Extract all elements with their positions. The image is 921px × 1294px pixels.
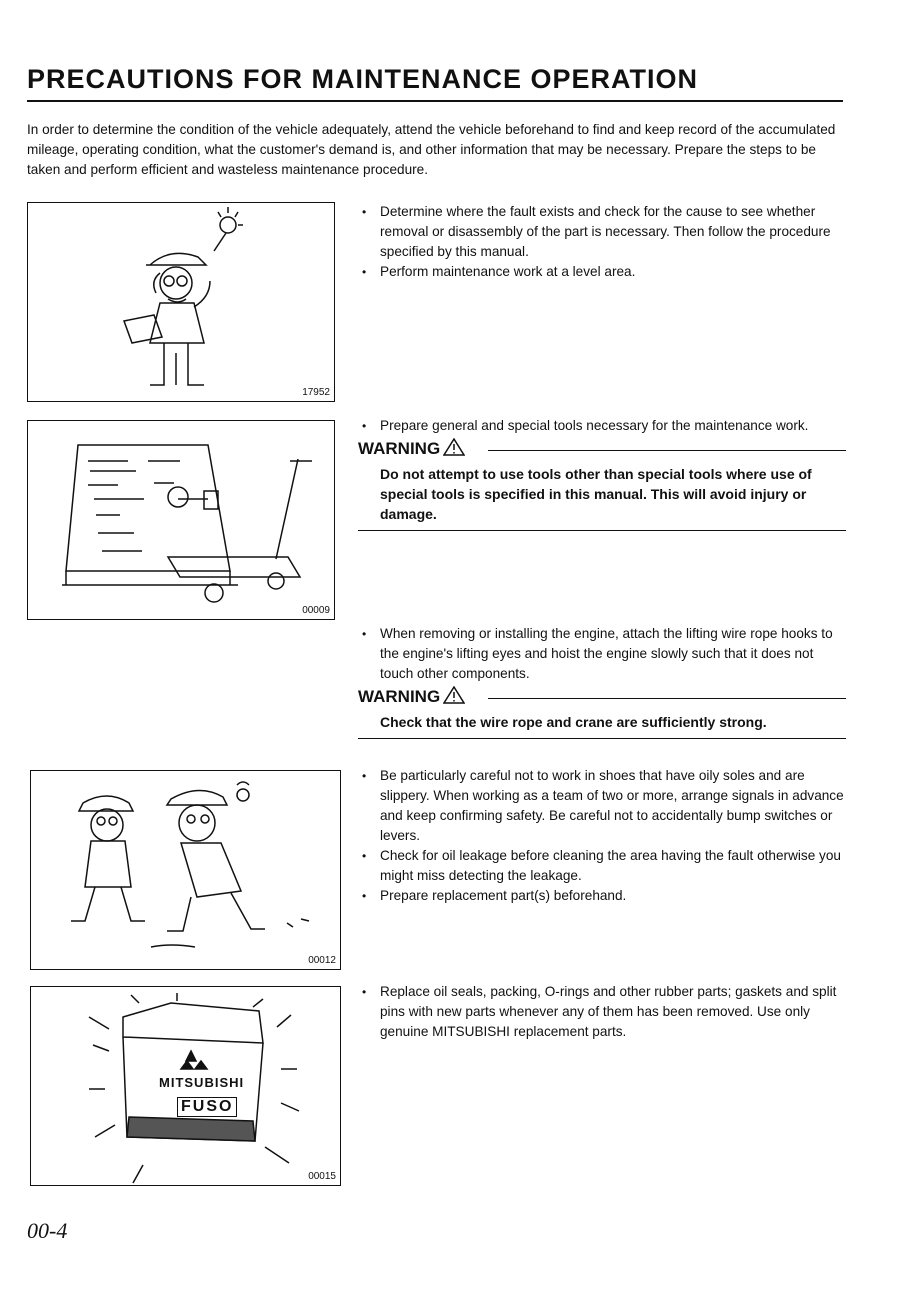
page-title: PRECAUTIONS FOR MAINTENANCE OPERATION	[27, 64, 699, 94]
section-safety	[358, 766, 846, 906]
warning-text: Do not attempt to use tools other than special tools where use of special tools is specified in this manual. This will avoid injury or damage.	[380, 466, 812, 522]
figure-mechanic-thinking	[27, 202, 335, 402]
figure-number: 00009	[302, 605, 330, 616]
warning-text: Check that the wire rope and crane are sufficiently strong.	[380, 714, 767, 730]
figure-slipping-workers	[30, 770, 341, 970]
warning-triangle-icon	[443, 438, 465, 456]
section-fault-check	[358, 202, 846, 282]
title-rule	[27, 100, 843, 102]
intro-paragraph: In order to determine the condition of the vehicle adequately, attend the vehicle beforehand to find and keep record of the accumulated mileage, operating condition, what the customer's demand is, and other information that may be necessary. Prepare the steps to be taken and perform efficient and wasteless maintenance procedure.	[27, 122, 836, 177]
warning-label: WARNING	[358, 686, 471, 707]
box-sub-text: FUSO	[177, 1097, 237, 1117]
figure-tool-board	[27, 420, 335, 620]
bullet-item: • Prepare replacement part(s) beforehand.	[358, 886, 846, 906]
page-number: 00-4	[27, 1218, 68, 1243]
bullet-item: • When removing or installing the engine, attach the lifting wire rope hooks to the engine's lifting eyes and hoist the engine slowly such that it does not touch other components.	[358, 624, 846, 684]
bullet-item: • Replace oil seals, packing, O-rings and other rubber parts; gaskets and split pins with new parts whenever any of them has been removed. Use only genuine MITSUBISHI replacement parts.	[358, 982, 846, 1042]
bullet-item: • Be particularly careful not to work in shoes that have oily soles and are slippery. When working as a team of two or more, arrange signals in advance and keep confirming safety. Be careful not to accidentally bump switches or levers.	[358, 766, 846, 846]
figure-genuine-parts-box	[30, 986, 341, 1186]
warning-rule	[488, 450, 846, 451]
figure-number: 17952	[302, 387, 330, 398]
warning-header	[358, 438, 846, 464]
figure-number: 00015	[308, 1171, 336, 1182]
warning-rule	[488, 698, 846, 699]
warning-header	[358, 686, 846, 712]
box-brand-text: MITSUBISHI	[159, 1075, 245, 1090]
bullet-item: • Determine where the fault exists and check for the cause to see whether removal or disassembly of the part is necessary. Then follow the procedure specified by this manual.	[358, 202, 846, 262]
tool-board-jack-illustration	[28, 421, 334, 619]
mechanic-thinking-illustration	[28, 203, 334, 401]
section-replacement-parts	[358, 982, 846, 1042]
bullet-item: • Perform maintenance work at a level area.	[358, 262, 846, 282]
slipping-workers-illustration	[31, 771, 340, 969]
warning-label: WARNING	[358, 438, 471, 459]
warning-end-rule	[358, 530, 846, 531]
figure-number: 00012	[308, 955, 336, 966]
section-engine-lifting	[358, 624, 846, 739]
bullet-item: • Check for oil leakage before cleaning the area having the fault otherwise you might miss detecting the leakage.	[358, 846, 846, 886]
warning-end-rule	[358, 738, 846, 739]
section-tools	[358, 416, 846, 531]
warning-triangle-icon	[443, 686, 465, 704]
bullet-item: • Prepare general and special tools necessary for the maintenance work.	[358, 416, 846, 436]
